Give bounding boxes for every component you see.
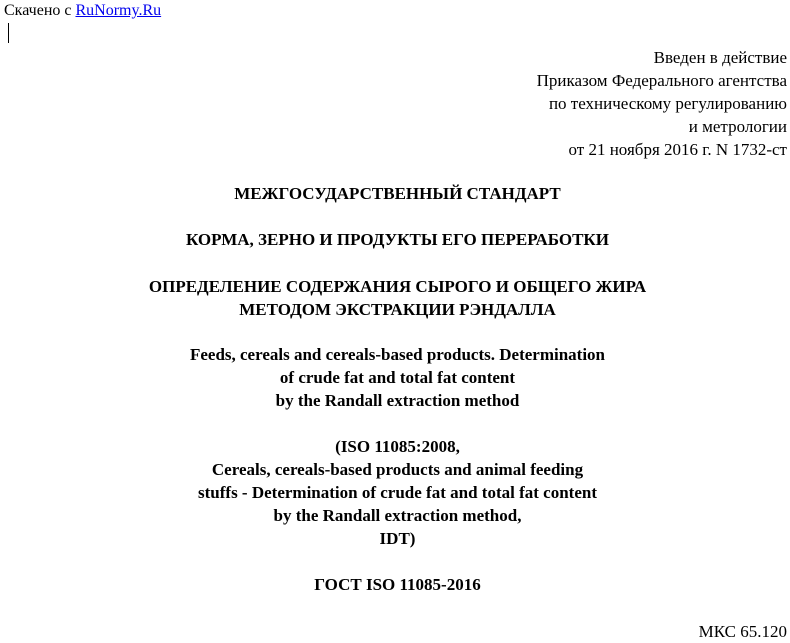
english-title-block xyxy=(0,343,790,412)
iso-reference-line: Cereals, cereals-based products and animal feeding xyxy=(211,460,584,479)
text-cursor xyxy=(8,23,9,43)
document-code: ГОСТ ISO 11085-2016 xyxy=(314,575,481,594)
iso-reference-line: IDT) xyxy=(379,529,416,548)
english-title-line: of crude fat and total fat content xyxy=(279,368,516,387)
approval-line: и метрологии xyxy=(688,117,787,136)
approval-line: по техническому регулированию xyxy=(548,94,787,113)
english-title-line: by the Randall extraction method xyxy=(275,391,520,410)
approval-line: Приказом Федерального агентства xyxy=(536,71,787,90)
main-title-text: КОРМА, ЗЕРНО И ПРОДУКТЫ ЕГО ПЕРЕРАБОТКИ xyxy=(186,230,609,249)
subtitle-heading xyxy=(0,275,790,321)
classification-code: МКС 65.120 xyxy=(698,622,787,641)
source-prefix: Скачено с xyxy=(4,2,76,19)
approval-block xyxy=(537,46,787,161)
runormy-link[interactable]: RuNormy.Ru xyxy=(75,2,162,19)
main-title-heading xyxy=(0,228,790,251)
approval-line: от 21 ноября 2016 г. N 1732-ст xyxy=(568,140,787,159)
standard-type-heading xyxy=(0,182,790,205)
iso-reference-block xyxy=(0,435,790,550)
iso-reference-line: (ISO 11085:2008, xyxy=(335,437,460,456)
iso-reference-line: by the Randall extraction method, xyxy=(273,506,522,525)
subtitle-line: МЕТОДОМ ЭКСТРАКЦИИ РЭНДАЛЛА xyxy=(239,300,556,319)
source-line xyxy=(4,2,161,20)
standard-type-text: МЕЖГОСУДАРСТВЕННЫЙ СТАНДАРТ xyxy=(234,184,561,203)
subtitle-line: ОПРЕДЕЛЕНИЕ СОДЕРЖАНИЯ СЫРОГО И ОБЩЕГО ЖИРА xyxy=(148,277,647,296)
document-code-block xyxy=(0,573,790,596)
english-title-line: Feeds, cereals and cereals-based products. Determination xyxy=(189,345,606,364)
iso-reference-line: stuffs - Determination of crude fat and total fat content xyxy=(198,483,597,502)
approval-line: Введен в действие xyxy=(653,48,787,67)
